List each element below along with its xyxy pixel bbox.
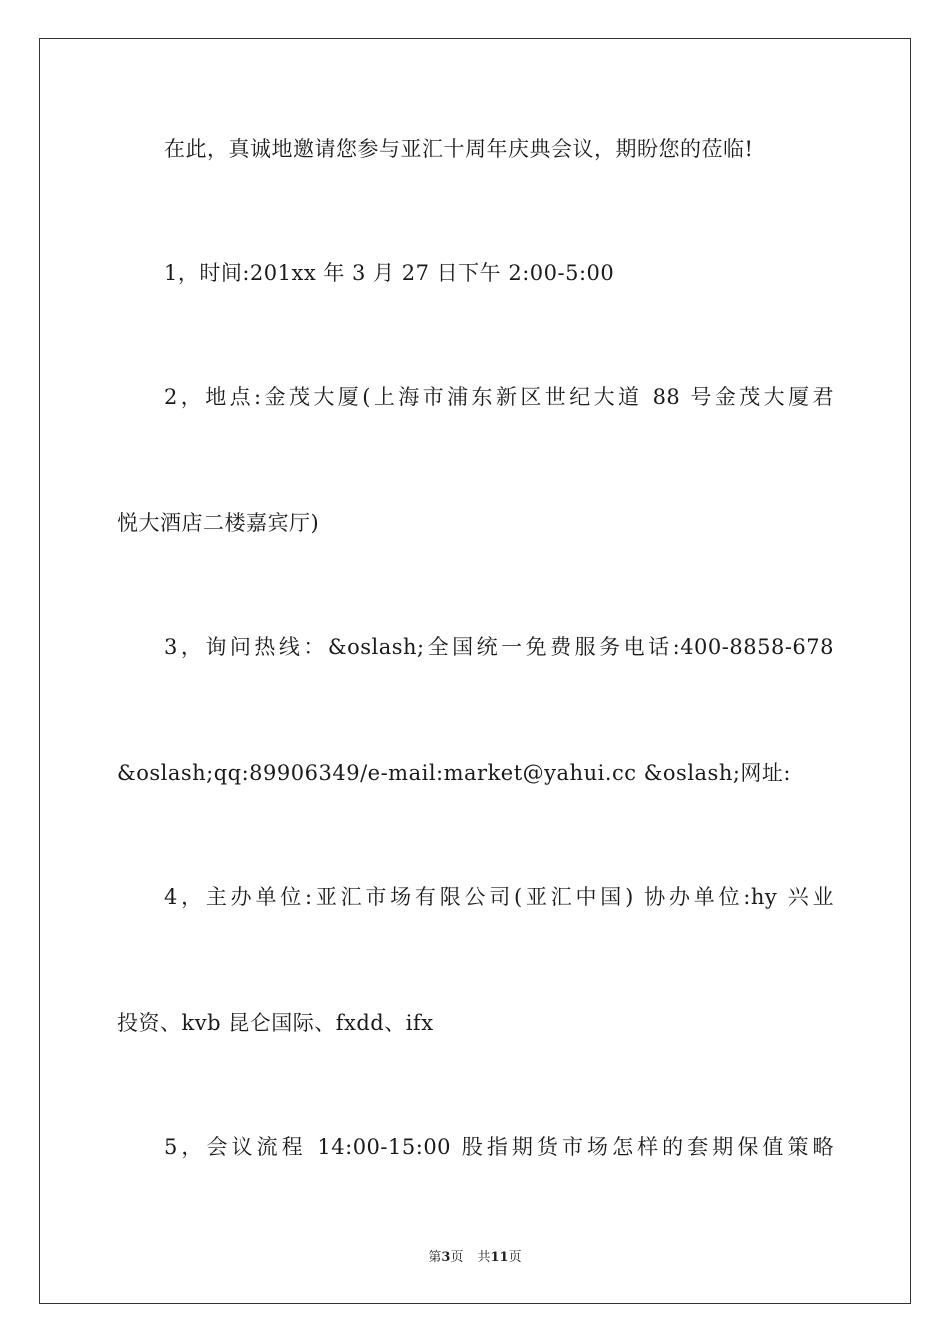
footer-page-prefix: 第 [428, 1250, 442, 1265]
page-footer [0, 1246, 950, 1265]
paragraph-location-continued: 悦大酒店二楼嘉宾厅) [117, 511, 320, 535]
footer-page-number: 3 [441, 1250, 451, 1265]
footer-total-suffix: 页 [508, 1250, 522, 1265]
footer-page-suffix: 页 [450, 1250, 464, 1265]
paragraph-organizer: 4，主办单位:亚汇市场有限公司(亚汇中国) 协办单位:hy 兴业 [164, 885, 834, 909]
paragraph-agenda: 5，会议流程 14:00-15:00 股指期货市场怎样的套期保值策略 [164, 1135, 834, 1159]
paragraph-invitation: 在此，真诚地邀请您参与亚汇十周年庆典会议，期盼您的莅临! [164, 137, 754, 161]
footer-total-number: 11 [490, 1250, 509, 1265]
paragraph-hotline-continued: &oslash;qq:89906349/e-mail:market@yahui.cc &oslash;网址: [117, 761, 792, 785]
footer-total-prefix: 共 [477, 1250, 491, 1265]
paragraph-organizer-continued: 投资、kvb 昆仑国际、fxdd、ifx [117, 1011, 434, 1035]
paragraph-hotline: 3，询问热线：&oslash;全国统一免费服务电话:400-8858-678 [164, 635, 834, 659]
page-border [39, 38, 911, 1304]
paragraph-time: 1，时间:201xx 年 3 月 27 日下午 2:00-5:00 [164, 261, 615, 285]
paragraph-location: 2，地点:金茂大厦(上海市浦东新区世纪大道 88 号金茂大厦君 [164, 385, 834, 409]
